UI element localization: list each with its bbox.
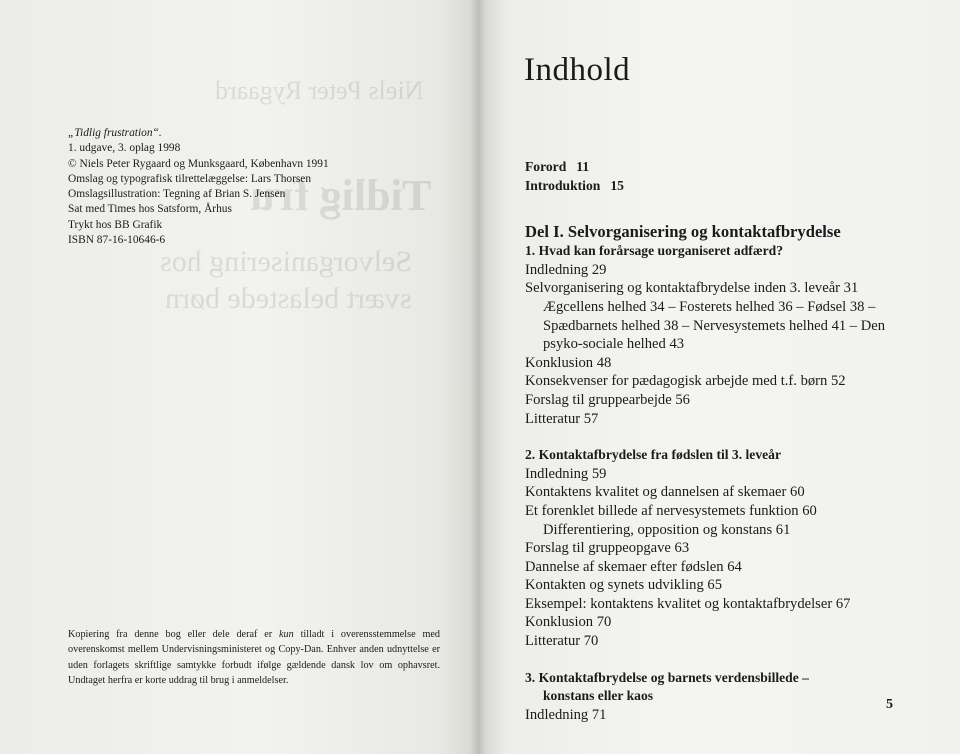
toc-entry: Kontaktens kvalitet og dannelsen af skemaer 60 [525, 484, 805, 501]
left-page [0, 0, 478, 754]
toc-entry: Konsekvenser for pædagogisk arbejde med t.f. børn 52 [525, 373, 846, 390]
colophon-printer: Trykt hos BB Grafik [68, 218, 163, 231]
toc-entry: Konklusion 70 [525, 614, 612, 631]
toc-entry-label: Introduktion [525, 177, 601, 193]
copyright-notice-text-2: tilladt i overensstemmelse med overenskomst mellem Undervisningsministeret og Copy-Dan. Enhver anden udnyttelse er uden forlagets skriftlige samtykke forbudt ifølge gældende dansk lov om ophavsret. Undtaget herfra er korte uddrag til brug i anmeldelser. [68, 629, 440, 687]
toc-subentry: psyko-sociale helhed 43 [543, 336, 685, 353]
page-number: 5 [886, 697, 893, 712]
toc-entry-label: Forord [525, 159, 567, 174]
colophon-design: Omslag og typografisk tilrettelæggelse: Lars Thorsen [68, 172, 312, 185]
toc-title: Indhold [524, 52, 631, 88]
bleed-through-author: Niels Peter Rygaard [215, 76, 424, 105]
colophon-copyright: © Niels Peter Rygaard og Munksgaard, København 1991 [68, 157, 329, 170]
colophon-title: „Tidlig frustration“. [68, 127, 162, 139]
toc-chapter-1-title: 1. Hvad kan forårsage uorganiseret adfærd? [525, 243, 784, 259]
colophon-illustration: Omslagsillustration: Tegning af Brian S. Jensen [68, 188, 286, 201]
toc-chapter-3-title-cont: konstans eller kaos [543, 688, 654, 704]
toc-entry: Selvorganisering og kontaktafbrydelse inden 3. leveår 31 [525, 280, 859, 297]
toc-entry: Dannelse af skemaer efter fødslen 64 [525, 558, 742, 575]
toc-entry: Et forenklet billede af nervesystemets funktion 60 [525, 502, 817, 519]
bleed-through-subtitle-2: svært belastede børn [165, 282, 412, 315]
bleed-through-title: Tidlig fru [250, 171, 432, 220]
toc-chapter-2-title: 2. Kontaktafbrydelse fra fødslen til 3. leveår [525, 447, 781, 463]
copyright-notice-text-1: Kopiering fra denne bog eller dele deraf er [68, 629, 280, 640]
toc-entry: Konklusion 48 [525, 354, 612, 371]
book-gutter [470, 0, 486, 754]
toc-entry: Forslag til gruppeopgave 63 [525, 540, 690, 557]
toc-part-title: Del I. Selvorganisering og kontaktafbrydelse [525, 222, 841, 242]
toc-entry-introduktion [525, 177, 905, 196]
toc-entry: Forslag til gruppearbejde 56 [525, 391, 690, 408]
colophon-typesetting: Sat med Times hos Satsform, Århus [68, 203, 232, 216]
toc-subentry: Differentiering, opposition og konstans 61 [543, 521, 791, 538]
colophon-edition: 1. udgave, 3. oplag 1998 [68, 142, 181, 155]
toc-entry: Eksempel: kontaktens kvalitet og kontaktafbrydelser 67 [525, 595, 851, 612]
toc-entry-page: 11 [576, 159, 590, 174]
toc-entry-forord [525, 158, 905, 177]
bleed-through-subtitle-1: Selvorganisering hos [160, 245, 412, 278]
toc-entry: Litteratur 70 [525, 633, 599, 650]
colophon [68, 126, 398, 248]
toc-subentry: Spædbarnets helhed 38 – Nervesystemets helhed 41 – Den [543, 317, 886, 334]
toc-entry: Kontakten og synets udvikling 65 [525, 577, 723, 594]
toc-entry: Litteratur 57 [525, 410, 599, 427]
toc-entry: Indledning 29 [525, 261, 607, 278]
toc-entry-page: 15 [610, 177, 624, 193]
toc-chapter-3-title: 3. Kontaktafbrydelse og barnets verdensbillede – [525, 669, 809, 685]
copyright-notice-emphasis: kun [279, 629, 294, 640]
colophon-isbn: ISBN 87-16-10646-6 [68, 234, 166, 247]
toc-subentry: Ægcellens helhed 34 – Fosterets helhed 36 – Fødsel 38 – [543, 298, 876, 315]
toc-entry: Indledning 71 [525, 706, 607, 723]
toc-entry: Indledning 59 [525, 465, 607, 482]
copyright-notice [68, 627, 440, 689]
table-of-contents [525, 158, 905, 724]
